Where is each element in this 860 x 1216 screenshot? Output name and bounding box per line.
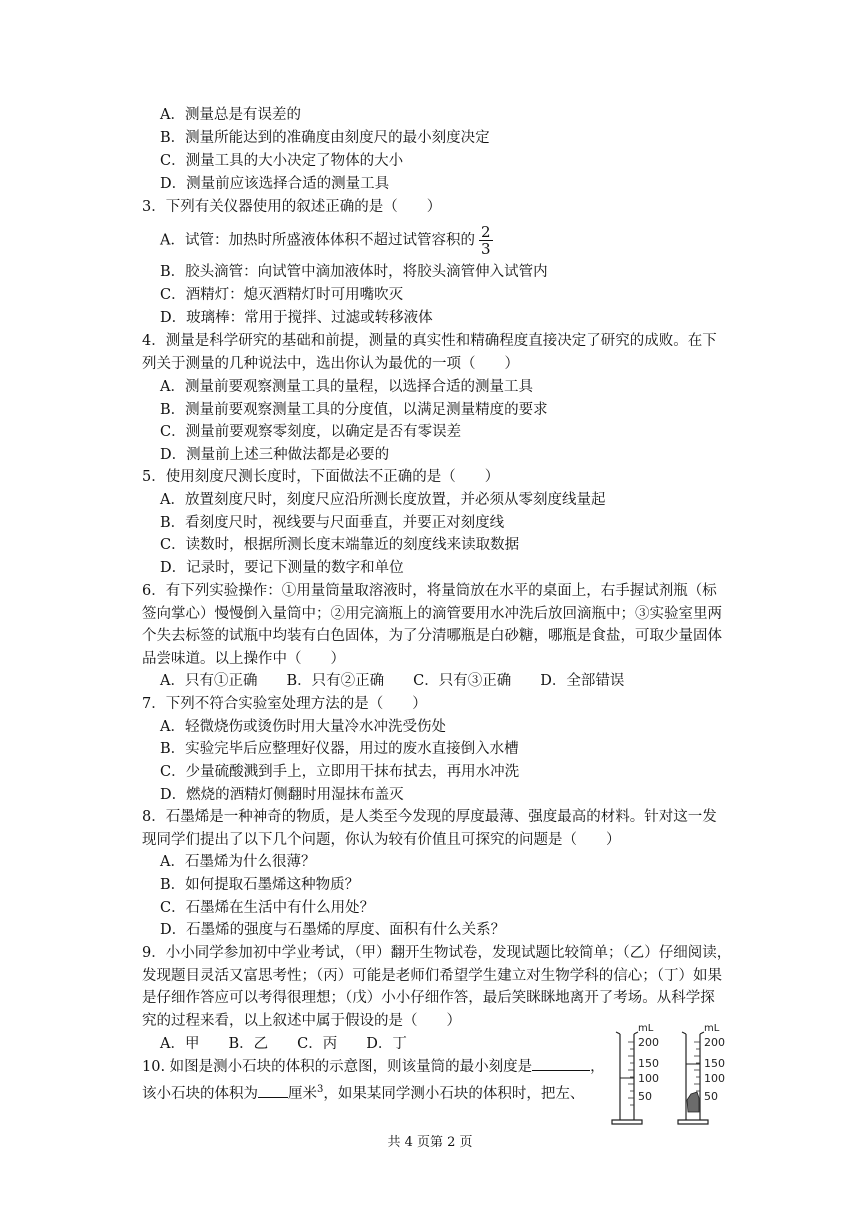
q3-option-c: C．酒精灯：熄灭酒精灯时可用嘴吹灭 [160, 287, 404, 303]
cylinder-left-tick-50: 50 [638, 1090, 652, 1103]
q6-stem-line2: 签向掌心）慢慢倒入量筒中；②用完滴瓶上的滴管要用水冲洗后放回滴瓶中；③实验室里两 [142, 606, 722, 622]
fraction [479, 224, 493, 257]
q2-option-c: C．测量工具的大小决定了物体的大小 [160, 153, 404, 169]
cylinder-left-tick-100: 100 [638, 1072, 659, 1085]
q5-option-c: C．读数时，根据所测长度末端靠近的刻度线来读取数据 [160, 537, 520, 553]
q7-option-b: B．实验完毕后应整理好仪器，用过的废水直接倒入水槽 [160, 741, 519, 757]
q6-options: A．只有①正确 B．只有②正确 C．只有③正确 D．全部错误 [160, 673, 625, 689]
q10-line1-end: ， [590, 1059, 605, 1075]
q4-stem-line2: 列关于测量的几种说法中，选出你认为最优的一项（ ） [142, 356, 519, 372]
q9-stem-line1: 9．小小同学参加初中学业考试，（甲）翻开生物试卷，发现试题比较简单；（乙）仔细阅读， [142, 945, 732, 961]
q9-stem-line4: 究的过程来看，以上叙述中属于假设的是（ ） [142, 1013, 461, 1029]
q5-option-b: B．看刻度尺时，视线要与尺面垂直，并要正对刻度线 [160, 515, 505, 531]
q10-line1 [142, 1056, 605, 1078]
q2-option-b: B．测量所能达到的准确度由刻度尺的最小刻度决定 [160, 130, 490, 146]
cylinder-right-tick-50: 50 [704, 1090, 718, 1103]
q10-line1-text: 10. 如图是测小石块的体积的示意图，则该量筒的最小刻度是 [142, 1059, 533, 1075]
q9-options: A．甲 B．乙 C．丙 D．丁 [160, 1036, 407, 1052]
graduated-cylinders-figure [600, 1020, 740, 1128]
cylinder-right [678, 1023, 725, 1124]
q7-option-d: D．燃烧的酒精灯侧翻时用湿抹布盖灭 [160, 787, 404, 803]
cylinder-left-tick-200: 200 [638, 1036, 659, 1049]
page-footer: 共 4 页第 2 页 [387, 1135, 473, 1150]
cylinder-left-tick-150: 150 [638, 1057, 659, 1070]
q5-option-d: D．记录时，要记下测量的数字和单位 [160, 560, 404, 576]
q4-option-c: C．测量前要观察零刻度，以确定是否有零误差 [160, 424, 462, 440]
q7-option-a: A．轻微烧伤或烫伤时用大量冷水冲洗受伤处 [160, 719, 446, 735]
q5-option-a: A．放置刻度尺时，刻度尺应沿所测长度放置，并必须从零刻度线量起 [160, 492, 606, 508]
cylinder-right-unit: mL [704, 1023, 720, 1034]
q10-line2-unit: 厘米 [288, 1085, 317, 1102]
q3-option-a-text: A．试管：加热时所盛液体体积不超过试管容积的 [160, 232, 475, 249]
q4-option-d: D．测量前上述三种做法都是必要的 [160, 447, 390, 463]
cylinder-right-tick-200: 200 [704, 1036, 725, 1049]
q4-option-a: A．测量前要观察测量工具的量程，以选择合适的测量工具 [160, 379, 533, 395]
q7-option-c: C．少量硫酸溅到手上，立即用干抹布拭去，再用水冲洗 [160, 764, 520, 780]
q3-option-d: D．玻璃棒：常用于搅拌、过滤或转移液体 [160, 310, 433, 326]
q3-option-a [160, 224, 493, 257]
q4-option-b: B．测量前要观察测量工具的分度值，以满足测量精度的要求 [160, 402, 548, 418]
answer-blank [532, 1056, 590, 1071]
rock-shape [687, 1092, 699, 1112]
cylinder-left-unit: mL [638, 1023, 654, 1034]
q9-stem-line3: 是仔细作答应可以考得很理想；（戊）小小仔细作答，最后笑眯眯地离开了考场。从科学探 [142, 990, 715, 1006]
q8-option-c: C．石墨烯在生活中有什么用处？ [160, 900, 375, 916]
fraction-denominator: 3 [480, 240, 491, 258]
q6-stem-line4: 品尝味道。以上操作中（ ） [142, 651, 345, 667]
q3-option-b: B．胶头滴管：向试管中滴加液体时，将胶头滴管伸入试管内 [160, 264, 548, 280]
q10-line2 [142, 1079, 584, 1105]
q10-line2-rest: ，如果某同学测小石块的体积时，把左、 [323, 1085, 585, 1102]
q3-stem: 3．下列有关仪器使用的叙述正确的是（ ） [142, 199, 442, 215]
q6-stem-line3: 个失去标签的试瓶中均装有白色固体，为了分清哪瓶是白砂糖，哪瓶是食盐，可取少量固体 [142, 628, 722, 644]
cylinder-left [612, 1023, 659, 1124]
fraction-numerator: 2 [480, 223, 491, 241]
q10-line2-superscript: 3 [317, 1084, 324, 1095]
q8-stem-line2: 现同学们提出了以下几个问题，你认为较有价值且可探究的问题是（ ） [142, 832, 621, 848]
q8-stem-line1: 8．石墨烯是一种神奇的物质，是人类至今发现的厚度最薄、强度最高的材料。针对这一发 [142, 809, 717, 825]
q8-option-a: A．石墨烯为什么很薄？ [160, 854, 316, 870]
q2-option-d: D．测量前应该选择合适的测量工具 [160, 176, 390, 192]
q5-stem: 5．使用刻度尺测长度时，下面做法不正确的是（ ） [142, 469, 500, 485]
answer-blank [258, 1083, 288, 1098]
cylinder-right-tick-150: 150 [704, 1057, 725, 1070]
q8-option-d: D．石墨烯的强度与石墨烯的厚度、面积有什么关系？ [160, 922, 506, 938]
q2-option-a: A．测量总是有误差的 [160, 107, 301, 123]
q6-stem-line1: 6．有下列实验操作：①用量筒量取溶液时，将量筒放在水平的桌面上，右手握试剂瓶（标 [142, 583, 717, 599]
cylinder-right-tick-100: 100 [704, 1072, 725, 1085]
q8-option-b: B．如何提取石墨烯这种物质？ [160, 877, 360, 893]
q4-stem-line1: 4．测量是科学研究的基础和前提，测量的真实性和精确程度直接决定了研究的成败。在下 [142, 333, 717, 349]
q7-stem: 7．下列不符合实验室处理方法的是（ ） [142, 696, 427, 712]
q10-line2-text: 该小石块的体积为 [142, 1085, 258, 1102]
q9-stem-line2: 发现题目灵活又富思考性；（丙）可能是老师们希望学生建立对生物学科的信心；（丁）如果 [142, 968, 722, 984]
